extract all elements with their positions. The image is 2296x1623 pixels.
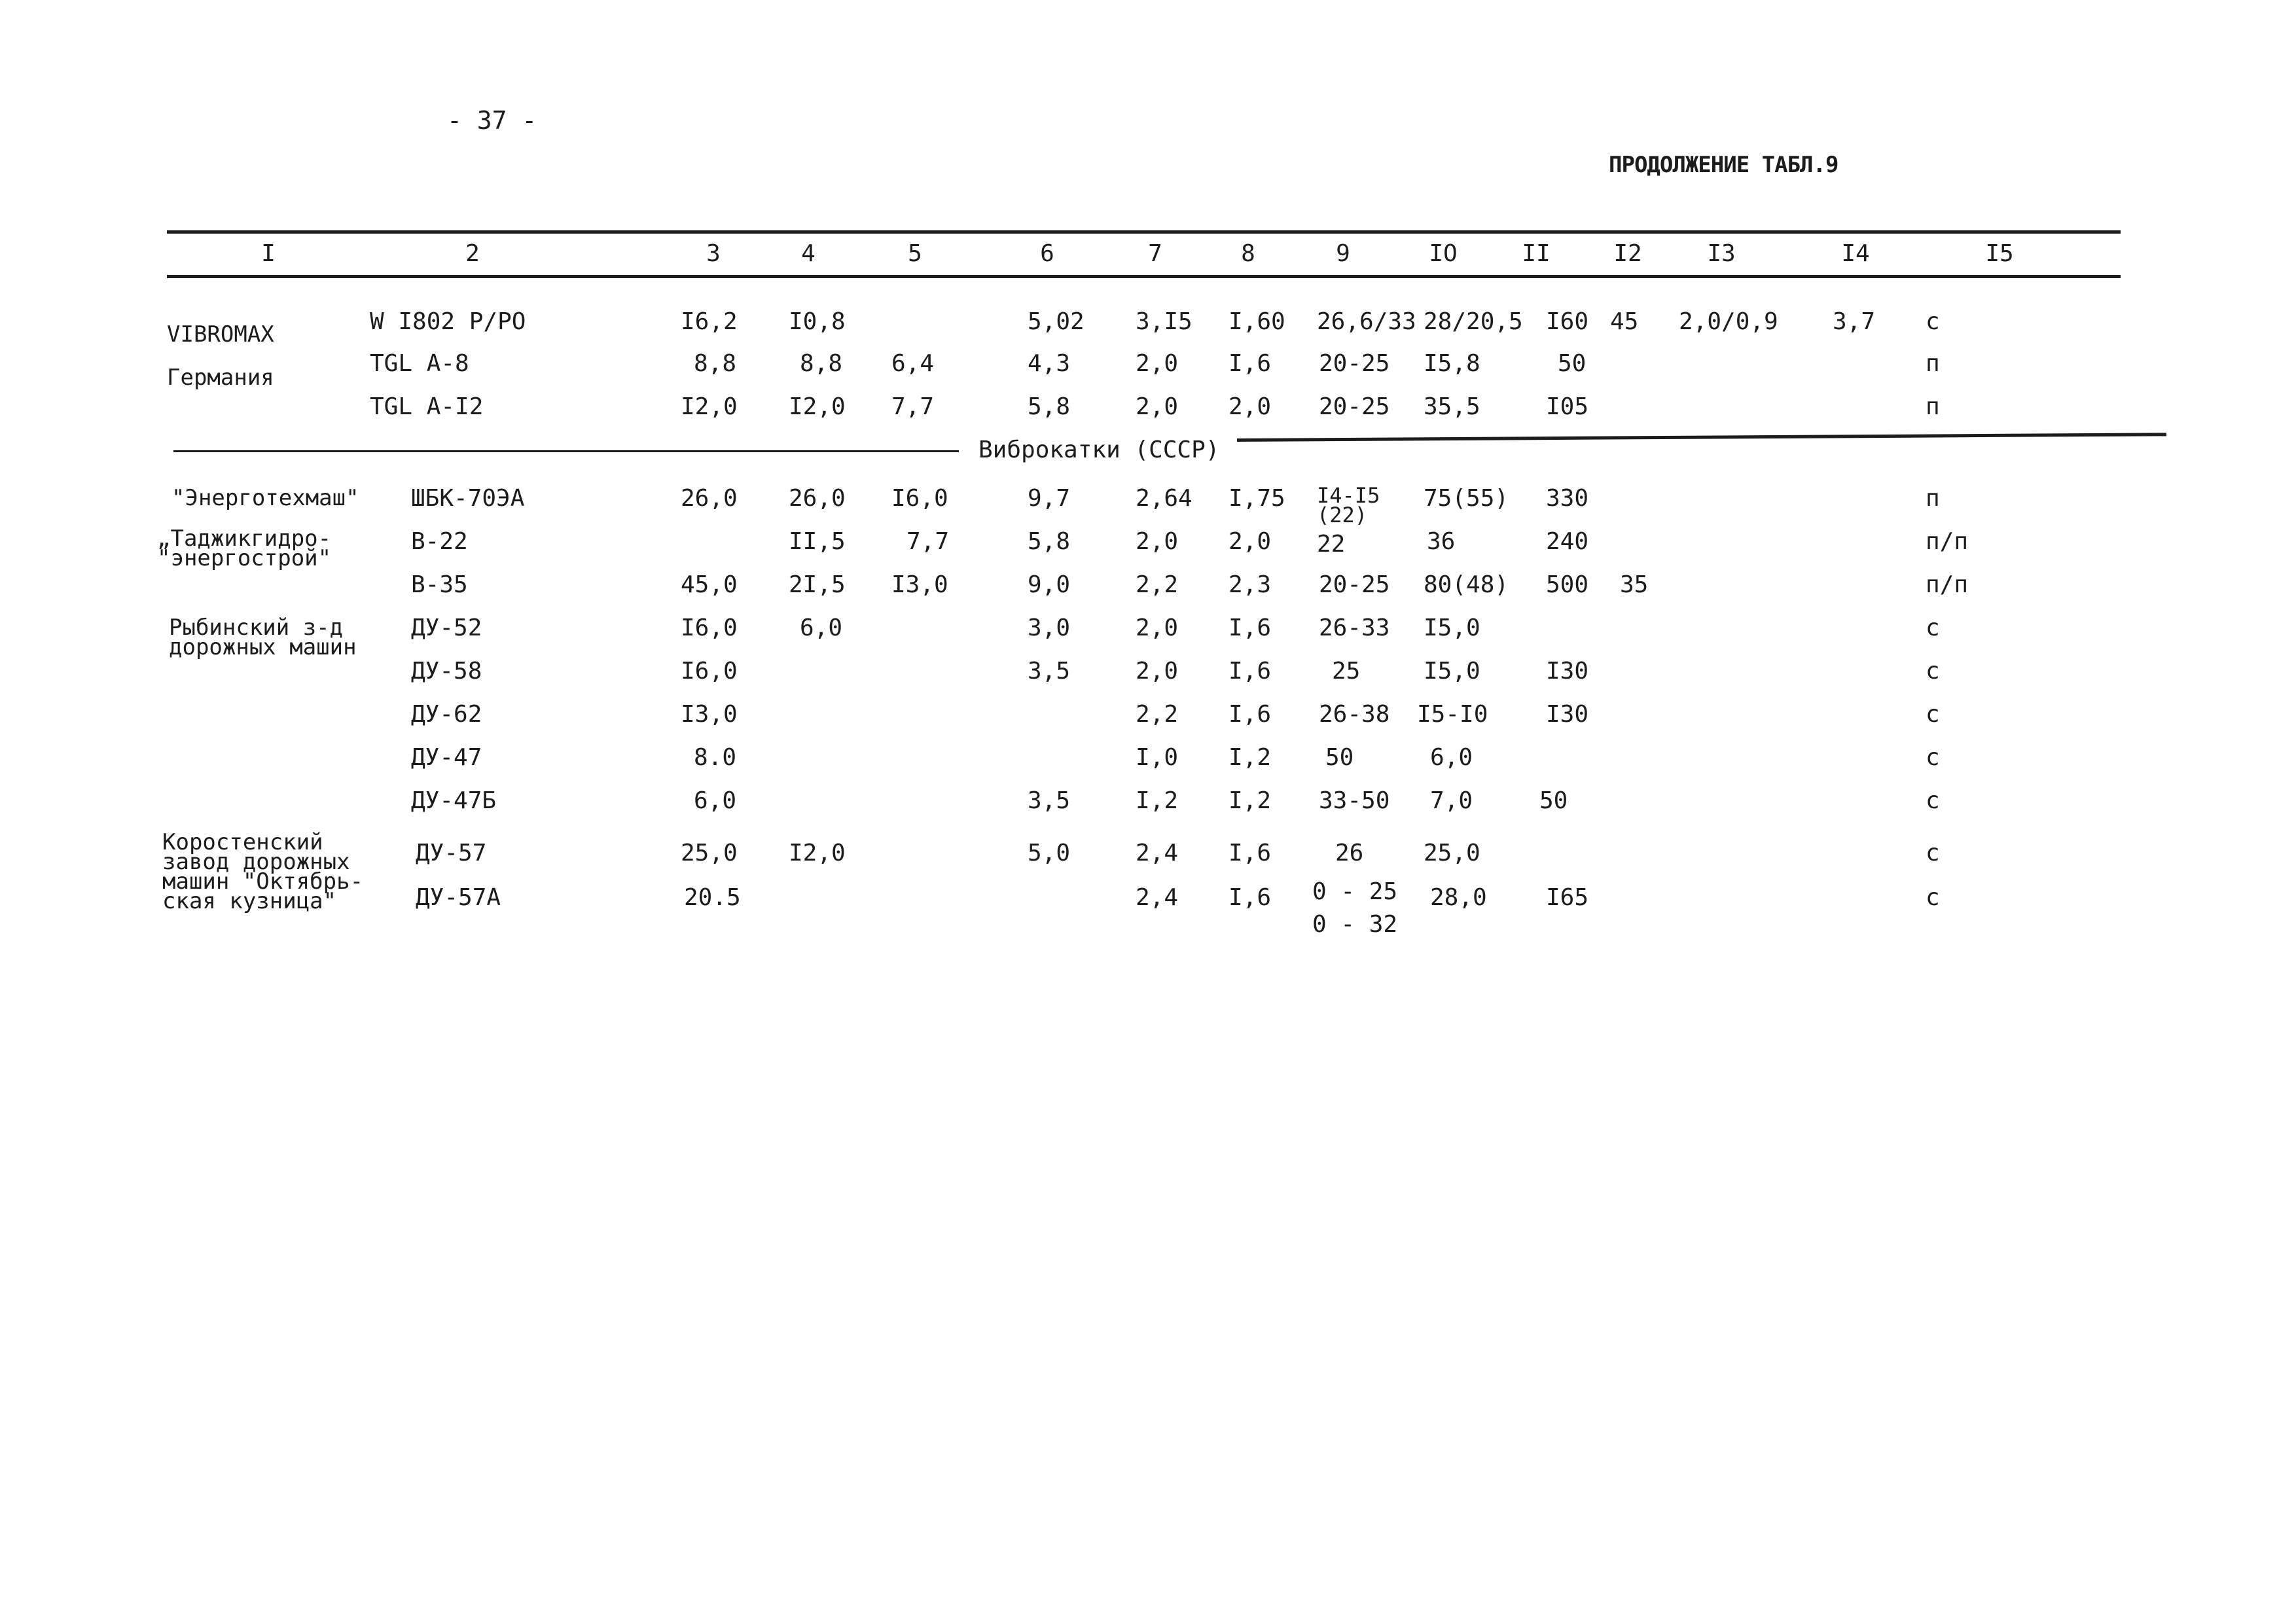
data-cell: п [1926, 485, 1940, 512]
data-cell: I3,0 [681, 701, 738, 728]
data-cell: 5,8 [1028, 528, 1071, 555]
data-cell: I3,0 [891, 571, 948, 598]
data-cell: I2,0 [789, 393, 846, 420]
data-cell: I,6 [1229, 840, 1272, 866]
data-cell: 3,5 [1028, 787, 1071, 814]
data-cell: I5-I0 [1417, 701, 1488, 728]
data-cell: I,6 [1229, 658, 1272, 685]
column-header: 5 [908, 240, 922, 267]
data-cell: 6,0 [1430, 744, 1473, 771]
data-cell: I,6 [1229, 884, 1272, 911]
column-header: I5 [1985, 240, 2014, 267]
data-cell: 26,6/33 [1317, 308, 1416, 335]
model-cell: TGL А-I2 [370, 393, 484, 420]
data-cell: 3,7 [1833, 308, 1876, 335]
data-cell: 25,0 [1424, 840, 1480, 866]
data-cell: п/п [1926, 571, 1969, 598]
data-cell: 26 [1335, 840, 1364, 866]
data-cell: 2,2 [1136, 701, 1179, 728]
data-cell: I4-I5 (22) [1317, 483, 1380, 527]
data-cell: с [1926, 787, 1940, 814]
data-cell: 3,I5 [1136, 308, 1193, 335]
column-header: IO [1429, 240, 1458, 267]
model-cell: TGL А-8 [370, 350, 469, 377]
data-cell: 45 [1610, 308, 1639, 335]
section-title: Виброкатки (СССР) [972, 437, 1226, 463]
data-cell: I60 [1546, 308, 1589, 335]
data-cell: 330 [1546, 485, 1589, 512]
data-cell: 2,4 [1136, 840, 1179, 866]
data-cell: 7,7 [906, 528, 950, 555]
data-cell: 26-38 [1319, 701, 1390, 728]
data-cell: с [1926, 308, 1940, 335]
data-cell: I,75 [1229, 485, 1285, 512]
column-header: 6 [1040, 240, 1054, 267]
data-cell: 26,0 [681, 485, 738, 512]
model-cell: ДУ-52 [411, 615, 482, 641]
model-cell: ШБК-70ЭА [411, 485, 525, 512]
data-cell: с [1926, 884, 1940, 911]
model-cell: ДУ-47Б [411, 787, 497, 814]
data-cell: 6,4 [891, 350, 935, 377]
data-cell: 45,0 [681, 571, 738, 598]
data-cell: 35,5 [1424, 393, 1480, 420]
data-cell: I30 [1546, 701, 1589, 728]
data-cell: 8.0 [694, 744, 737, 771]
data-cell: 6,0 [694, 787, 737, 814]
data-cell: 28,0 [1430, 884, 1487, 911]
data-cell: 50 [1539, 787, 1568, 814]
column-header: I [261, 240, 276, 267]
data-cell: I6,2 [681, 308, 738, 335]
data-cell: 9,7 [1028, 485, 1071, 512]
section-rule-left [173, 450, 959, 452]
data-cell: 3,0 [1028, 615, 1071, 641]
data-cell: I,6 [1229, 615, 1272, 641]
data-cell: с [1926, 615, 1940, 641]
model-cell: ДУ-58 [411, 658, 482, 685]
column-header: I2 [1613, 240, 1642, 267]
data-cell: 4,3 [1028, 350, 1071, 377]
section-rule-right [1237, 433, 2166, 442]
data-cell: I5,0 [1424, 615, 1480, 641]
column-header: I3 [1707, 240, 1736, 267]
model-cell: В-35 [411, 571, 468, 598]
data-cell: I,2 [1229, 787, 1272, 814]
data-cell: 26,0 [789, 485, 846, 512]
data-cell: 50 [1325, 744, 1354, 771]
data-cell: 2,0 [1229, 393, 1272, 420]
data-cell: I,6 [1229, 701, 1272, 728]
data-cell: I65 [1546, 884, 1589, 911]
data-cell: 2,2 [1136, 571, 1179, 598]
data-cell: 35 [1620, 571, 1649, 598]
manufacturer-name: Рыбинский з-д дорожных машин [169, 615, 357, 660]
data-cell: 2,64 [1136, 485, 1193, 512]
data-cell: I2,0 [681, 393, 738, 420]
column-header: 9 [1336, 240, 1350, 267]
column-header: II [1522, 240, 1551, 267]
data-cell: 5,8 [1028, 393, 1071, 420]
data-cell: I0,8 [789, 308, 846, 335]
column-header: 4 [801, 240, 816, 267]
data-cell: 8,8 [694, 350, 737, 377]
data-cell: I2,0 [789, 840, 846, 866]
model-cell: W I802 Р/РО [370, 308, 526, 335]
data-cell: 22 [1317, 531, 1346, 558]
data-cell: I,2 [1229, 744, 1272, 771]
data-cell: 36 [1427, 528, 1456, 555]
column-header: I4 [1841, 240, 1870, 267]
data-cell: 2,0 [1136, 615, 1179, 641]
data-cell: 50 [1558, 350, 1587, 377]
model-cell: ДУ-47 [411, 744, 482, 771]
data-cell: II,5 [789, 528, 846, 555]
manufacturer-name: Коростенский завод дорожных машин "Октябрь- ская кузница" [162, 829, 364, 914]
data-cell: 25,0 [681, 840, 738, 866]
data-cell: с [1926, 658, 1940, 685]
data-cell: 3,5 [1028, 658, 1071, 685]
model-cell: ДУ-57 [416, 840, 487, 866]
data-cell: 2,0/0,9 [1679, 308, 1778, 335]
data-cell: I30 [1546, 658, 1589, 685]
data-cell: 6,0 [800, 615, 843, 641]
data-cell: 5,02 [1028, 308, 1085, 335]
manufacturer-name: „Таджикгидро- "энергострой" [157, 526, 332, 571]
table-continuation-label: ПРОДОЛЖЕНИЕ ТАБЛ.9 [1609, 152, 1839, 178]
manufacturer-name: "Энерготехмаш" [171, 485, 359, 511]
data-cell: I5,8 [1424, 350, 1480, 377]
data-cell: п [1926, 393, 1940, 420]
column-header: 3 [706, 240, 721, 267]
model-cell: ДУ-57А [416, 884, 501, 911]
data-cell: I05 [1546, 393, 1589, 420]
data-cell: 20.5 [684, 884, 741, 911]
header-bottom-rule [167, 275, 2121, 278]
data-cell: 500 [1546, 571, 1589, 598]
data-cell: 80(48) [1424, 571, 1509, 598]
manufacturer-name: VIBROMAX Германия [167, 321, 274, 391]
column-header: 2 [465, 240, 480, 267]
data-cell: I5,0 [1424, 658, 1480, 685]
data-cell: 9,0 [1028, 571, 1071, 598]
data-cell: 240 [1546, 528, 1589, 555]
data-cell: 33-50 [1319, 787, 1390, 814]
data-cell: 20-25 [1319, 393, 1390, 420]
data-cell: 2I,5 [789, 571, 846, 598]
data-cell: I,0 [1136, 744, 1179, 771]
model-cell: ДУ-62 [411, 701, 482, 728]
data-cell: 5,0 [1028, 840, 1071, 866]
data-cell: 2,4 [1136, 884, 1179, 911]
data-cell: 2,3 [1229, 571, 1272, 598]
data-cell: с [1926, 701, 1940, 728]
column-header: 7 [1148, 240, 1162, 267]
data-cell: с [1926, 840, 1940, 866]
page-number: - 37 - [447, 106, 537, 135]
data-cell: с [1926, 744, 1940, 771]
header-top-rule [167, 230, 2121, 234]
data-cell: п/п [1926, 528, 1969, 555]
model-cell: В-22 [411, 528, 468, 555]
data-cell: I,2 [1136, 787, 1179, 814]
data-cell: 28/20,5 [1424, 308, 1523, 335]
data-cell: I6,0 [891, 485, 948, 512]
data-cell: 2,0 [1136, 350, 1179, 377]
data-cell: I,6 [1229, 350, 1272, 377]
data-cell: 2,0 [1136, 528, 1179, 555]
data-cell: 75(55) [1424, 485, 1509, 512]
data-cell: I6,0 [681, 658, 738, 685]
column-header: 8 [1241, 240, 1255, 267]
data-cell: 8,8 [800, 350, 843, 377]
data-cell: п [1926, 350, 1940, 377]
data-cell: 26-33 [1319, 615, 1390, 641]
data-cell: 2,0 [1136, 393, 1179, 420]
data-cell: 0 - 25 0 - 32 [1312, 878, 1398, 938]
data-cell: I,60 [1229, 308, 1285, 335]
data-cell: 25 [1332, 658, 1361, 685]
data-cell: I6,0 [681, 615, 738, 641]
data-cell: 7,0 [1430, 787, 1473, 814]
data-cell: 2,0 [1229, 528, 1272, 555]
data-cell: 20-25 [1319, 571, 1390, 598]
data-cell: 7,7 [891, 393, 935, 420]
data-cell: 2,0 [1136, 658, 1179, 685]
data-cell: 20-25 [1319, 350, 1390, 377]
